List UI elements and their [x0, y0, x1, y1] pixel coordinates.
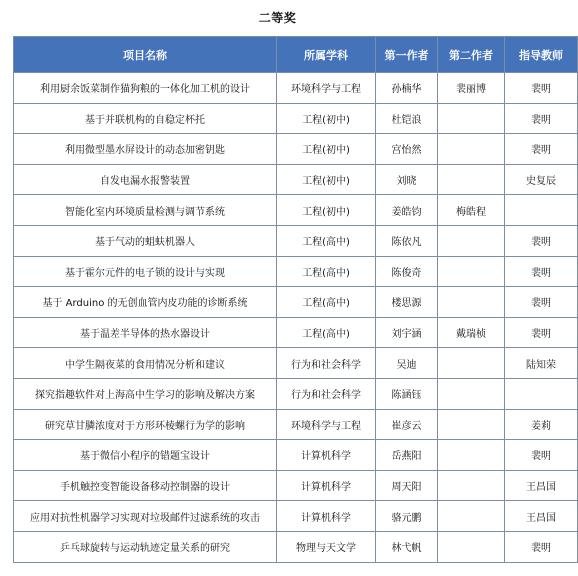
- cell-first-author: 楼思源: [376, 287, 438, 318]
- cell-advisor: 裴明: [505, 225, 578, 256]
- cell-advisor: 陆知荣: [505, 348, 578, 379]
- cell-project-name: 手机触控变智能设备移动控制器的设计: [14, 470, 277, 501]
- table-row: [14, 501, 578, 532]
- cell-discipline: 计算机科学: [277, 470, 376, 501]
- cell-discipline: 工程(初中): [277, 164, 376, 195]
- header-advisor: 指导教师: [505, 37, 578, 73]
- cell-advisor: 史复辰: [505, 164, 578, 195]
- cell-project-name: 基于微信小程序的错题宝设计: [14, 440, 277, 471]
- table-row: [14, 409, 578, 440]
- cell-first-author: 刘宇涵: [376, 317, 438, 348]
- cell-second-author: [438, 256, 505, 287]
- cell-project-name: 中学生隔夜菜的食用情况分析和建议: [14, 348, 277, 379]
- header-discipline: 所属学科: [277, 37, 376, 73]
- table-row: [14, 317, 578, 348]
- cell-first-author: 林弋帆: [376, 531, 438, 562]
- cell-discipline: 工程(初中): [277, 134, 376, 165]
- cell-first-author: 吴迪: [376, 348, 438, 379]
- cell-advisor: 裴明: [505, 256, 578, 287]
- cell-second-author: [438, 134, 505, 165]
- cell-advisor: 裴明: [505, 73, 578, 104]
- cell-discipline: 环境科学与工程: [277, 73, 376, 104]
- cell-second-author: [438, 378, 505, 409]
- cell-advisor: 姜莉: [505, 409, 578, 440]
- cell-first-author: 陈依凡: [376, 225, 438, 256]
- cell-discipline: 环境科学与工程: [277, 409, 376, 440]
- cell-second-author: [438, 440, 505, 471]
- award-table: [13, 36, 578, 563]
- cell-advisor: 裴明: [505, 134, 578, 165]
- cell-first-author: 骆元鹏: [376, 501, 438, 532]
- cell-second-author: [438, 409, 505, 440]
- cell-project-name: 乒乓球旋转与运动轨迹定量关系的研究: [14, 531, 277, 562]
- cell-discipline: 物理与天文学: [277, 531, 376, 562]
- cell-project-name: 基于温差半导体的热水器设计: [14, 317, 277, 348]
- cell-discipline: 行为和社会科学: [277, 348, 376, 379]
- cell-first-author: 宫怡然: [376, 134, 438, 165]
- table-row: [14, 225, 578, 256]
- cell-first-author: 姜皓钧: [376, 195, 438, 226]
- cell-second-author: [438, 103, 505, 134]
- cell-discipline: 工程(高中): [277, 225, 376, 256]
- table-row: [14, 348, 578, 379]
- table-row: [14, 378, 578, 409]
- cell-advisor: 裴明: [505, 103, 578, 134]
- page-title: 二等奖: [258, 11, 297, 25]
- table-row: [14, 256, 578, 287]
- table-row: [14, 287, 578, 318]
- cell-discipline: 计算机科学: [277, 501, 376, 532]
- table-row: [14, 164, 578, 195]
- header-second-author: 第二作者: [438, 37, 505, 73]
- cell-advisor: 裴明: [505, 317, 578, 348]
- cell-second-author: [438, 501, 505, 532]
- cell-second-author: [438, 287, 505, 318]
- cell-advisor: [505, 195, 578, 226]
- header-first-author: 第一作者: [376, 37, 438, 73]
- cell-second-author: 裴丽博: [438, 73, 505, 104]
- cell-advisor: 裴明: [505, 287, 578, 318]
- cell-discipline: 计算机科学: [277, 440, 376, 471]
- table-row: [14, 531, 578, 562]
- cell-project-name: 基于并联机构的自稳定杯托: [14, 103, 277, 134]
- cell-second-author: [438, 164, 505, 195]
- cell-project-name: 利用微型墨水屏设计的动态加密钥匙: [14, 134, 277, 165]
- cell-first-author: 杜铠浪: [376, 103, 438, 134]
- cell-project-name: 基于霍尔元件的电子锁的设计与实现: [14, 256, 277, 287]
- cell-advisor: 裴明: [505, 440, 578, 471]
- cell-project-name: 研究草甘膦浓度对于方形环棱螺行为学的影响: [14, 409, 277, 440]
- cell-advisor: 裴明: [505, 531, 578, 562]
- cell-project-name: 智能化室内环境质量检测与调节系统: [14, 195, 277, 226]
- cell-project-name: 自发电漏水报警装置: [14, 164, 277, 195]
- table-row: [14, 195, 578, 226]
- cell-discipline: 工程(高中): [277, 256, 376, 287]
- cell-first-author: 刘晓: [376, 164, 438, 195]
- cell-discipline: 工程(初中): [277, 195, 376, 226]
- cell-project-name: 应用对抗性机器学习实现对垃圾邮件过滤系统的攻击: [14, 501, 277, 532]
- table-row: [14, 470, 578, 501]
- table-body: [14, 73, 578, 563]
- header-project-name: 项目名称: [14, 37, 277, 73]
- cell-second-author: [438, 225, 505, 256]
- cell-first-author: 崔彦云: [376, 409, 438, 440]
- cell-discipline: 工程(高中): [277, 317, 376, 348]
- cell-first-author: 岳燕阳: [376, 440, 438, 471]
- cell-discipline: 工程(高中): [277, 287, 376, 318]
- cell-project-name: 基于气动的蛆蚨机器人: [14, 225, 277, 256]
- table-row: [14, 103, 578, 134]
- cell-second-author: [438, 470, 505, 501]
- cell-first-author: 孙楠华: [376, 73, 438, 104]
- cell-project-name: 利用厨余饭菜制作猫狗粮的一体化加工机的设计: [14, 73, 277, 104]
- header-row: [14, 37, 578, 73]
- cell-second-author: 梅皓程: [438, 195, 505, 226]
- cell-first-author: 陈涵钰: [376, 378, 438, 409]
- cell-advisor: 王昌国: [505, 501, 578, 532]
- cell-first-author: 周天阳: [376, 470, 438, 501]
- cell-second-author: 戴瑞桢: [438, 317, 505, 348]
- table-row: [14, 134, 578, 165]
- table-row: [14, 73, 578, 104]
- table-row: [14, 440, 578, 471]
- cell-discipline: 行为和社会科学: [277, 378, 376, 409]
- cell-advisor: [505, 378, 578, 409]
- cell-second-author: [438, 531, 505, 562]
- cell-second-author: [438, 348, 505, 379]
- cell-discipline: 工程(初中): [277, 103, 376, 134]
- cell-project-name: 基于 Arduino 的无创血管内皮功能的诊断系统: [14, 287, 277, 318]
- cell-first-author: 陈俊奇: [376, 256, 438, 287]
- cell-project-name: 探究指趣软件对上海高中生学习的影响及解决方案: [14, 378, 277, 409]
- cell-advisor: 王昌国: [505, 470, 578, 501]
